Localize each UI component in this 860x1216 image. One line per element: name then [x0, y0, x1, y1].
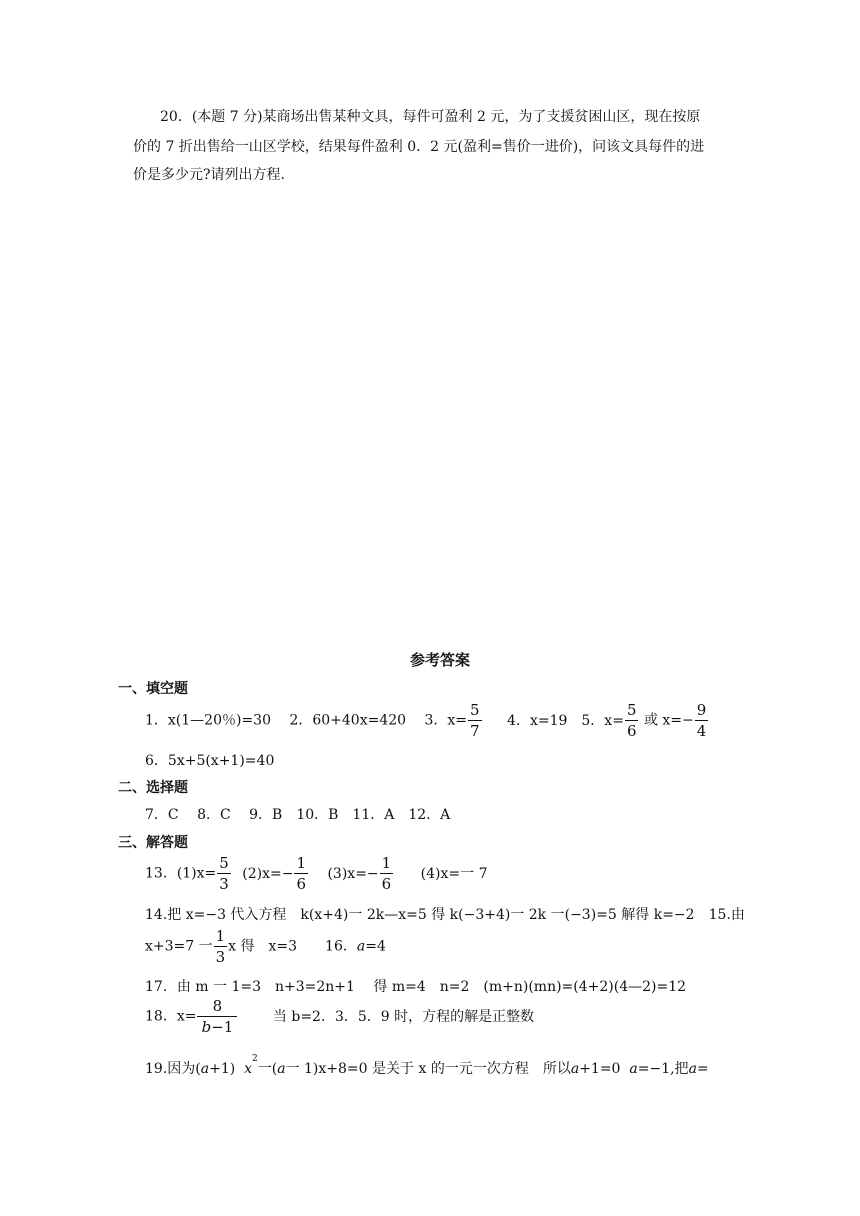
problem-20-line-1: 20．(本题 7 分)某商场出售某种文具，每件可盈利 2 元，为了支援贫困山区，现在按原 — [160, 109, 701, 125]
section-fill-blank: 一、填空题 — [118, 681, 188, 697]
answer-13-label: 13．(1)x= — [145, 865, 217, 882]
answer-15-start: x+3=7 一 — [145, 938, 213, 955]
answers-4-5: 4．x=19 5．x= — [507, 712, 624, 729]
answers-1-3: 1．x(1—20％)=30 2．60+40x=420 3．x= — [145, 712, 468, 729]
answer-18 — [145, 996, 534, 1037]
answer-6: 6．5x+5(x+1)=40 — [145, 753, 275, 769]
answer-13-4: (4)x=一 7 — [420, 865, 488, 882]
answer-17: 17．由 m 一 1=3 n+3=2n+1 得 m=4 n=2 (m+n)(mn)=(4+2)(4—2)=12 — [145, 979, 687, 995]
answer-13-2: (2)x=− — [242, 865, 294, 882]
fraction-13-1: $\frac{5}{3}$ — [219, 854, 229, 893]
answer-19: 19.因为(a+1) $x^2$一(a一 1)x+8=0 是关于 x 的一元一次方程 所以a+1=0 a=−1,把a= — [145, 1054, 709, 1077]
answer-18-text: 当 b=2．3．5．9 时，方程的解是正整数 — [272, 1008, 535, 1025]
problem-20-line-3: 价是多少元?请列出方程. — [133, 167, 285, 183]
fraction-13-3: $\frac{1}{6}$ — [381, 854, 392, 893]
answers-7-12: 7．C 8．C 9．B 10．B 11．A 12．A — [145, 807, 451, 823]
answer-16-val: =4 — [365, 938, 386, 955]
answer-row-1-5 — [145, 700, 709, 741]
problem-20-line-2: 价的 7 折出售给一山区学校，结果每件盈利 0．2 元(盈利=售价一进价)，问该文具每件的进 — [133, 139, 705, 155]
answer-15-end: x 得 x=3 16． — [228, 938, 357, 955]
section-choice: 二、选择题 — [118, 780, 188, 796]
answer-13 — [145, 853, 487, 894]
fraction-13-2: $\frac{1}{6}$ — [296, 854, 307, 893]
section-solve: 三、解答题 — [118, 835, 188, 851]
answers-5-or: 或 x=− — [643, 712, 694, 729]
fraction-18: $\frac{8}{b-1}$ — [197, 996, 237, 1037]
answer-18-label: 18．x= — [145, 1008, 197, 1025]
fraction-a5: $\frac{5}{6}$ — [626, 701, 637, 740]
fraction-a3: $\frac{5}{7}$ — [470, 701, 480, 740]
answer-16-var: a — [356, 938, 366, 955]
answers-title: 参考答案 — [410, 651, 471, 669]
answer-14: 14.把 x=−3 代入方程 k(x+4)一 2k—x=5 得 k(−3+4)一 2k 一(−3)=5 解得 k=−2 15.由 — [145, 907, 745, 923]
answer-13-3: (3)x=− — [327, 865, 379, 882]
answer-15-16 — [145, 926, 386, 967]
fraction-a5b: $\frac{9}{4}$ — [696, 701, 707, 740]
fraction-15: $\frac{1}{3}$ — [215, 927, 226, 966]
